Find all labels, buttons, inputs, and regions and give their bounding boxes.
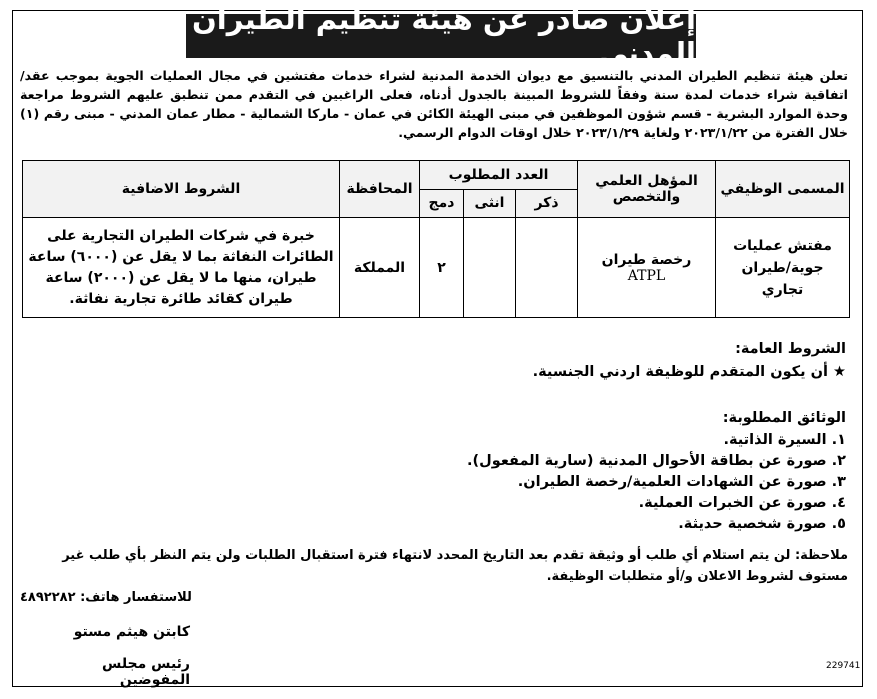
documents-heading: الوثائق المطلوبة: xyxy=(722,410,846,426)
documents-section xyxy=(20,407,846,535)
general-conditions-section xyxy=(20,338,846,384)
list-item: ٢. صورة عن بطاقة الأحوال المدنية (سارية المفعول). xyxy=(467,453,846,469)
announcement-title: إعلان صادر عن هيئة تنظيم الطيران المدني xyxy=(186,14,696,58)
qualification-name: رخصة طيران xyxy=(601,251,692,268)
cell-governorate: المملكة xyxy=(340,218,420,318)
inquiry-phone: للاستفسار هاتف: ٤٨٩٢٢٨٢ xyxy=(20,590,192,605)
list-item: ١. السيرة الذاتية. xyxy=(723,432,846,448)
note-paragraph: ملاحظة: لن يتم استلام أي طلب أو وثيقة تقدم بعد التاريخ المحدد لانتهاء فترة استقبال الطلبات ولن يتم النظر بأي طلب غير مستوف لشروط الاعلان و/أو متطلبات الوظيفة. xyxy=(62,548,848,584)
list-item: ٥. صورة شخصية حديثة. xyxy=(678,516,846,532)
signer-position: رئيس مجلس المفوضين xyxy=(102,656,190,688)
list-item: ★ أن يكون المتقدم للوظيفة اردني الجنسية. xyxy=(532,364,846,380)
cell-female xyxy=(464,218,516,318)
header-male: ذكر xyxy=(516,189,578,218)
list-item: ٣. صورة عن الشهادات العلمية/رخصة الطيران. xyxy=(517,474,846,490)
header-female: انثى xyxy=(464,189,516,218)
cell-qualification xyxy=(578,218,716,318)
cell-male xyxy=(516,218,578,318)
header-count: العدد المطلوب xyxy=(420,161,578,190)
cell-mixed: ٢ xyxy=(420,218,464,318)
header-job-title: المسمى الوظيفي xyxy=(716,161,850,218)
reference-number: 229741 xyxy=(826,661,861,671)
jobs-table xyxy=(22,160,850,318)
signer-name: كابتن هيثم مستو xyxy=(73,624,190,640)
header-mixed: دمج xyxy=(420,189,464,218)
cell-job-title: مفتش عمليات جوية/طيران تجاري xyxy=(716,218,850,318)
qualification-code: ATPL xyxy=(627,267,666,284)
general-conditions-heading: الشروط العامة: xyxy=(735,341,846,357)
table-header-row xyxy=(23,161,850,190)
header-governorate: المحافظة xyxy=(340,161,420,218)
intro-paragraph: تعلن هيئة تنظيم الطيران المدني بالتنسيق مع ديوان الخدمة المدنية لشراء خدمات مفتشين في مجال العمليات الجوية بموجب عقد/اتفاقية شراء خدمات لمدة سنة وفقاً للشروط المبينة بالجدول أدناه، فعلى الراغبين في التقدم ممن تنطبق عليهم الشروط مراجعة وحدة الموارد البشرية - قسم شؤون الموظفين في مبنى الهيئة الكائن في عمان - ماركا الشمالية - مطار عمان المدني - مبنى رقم (١) خلال الفترة من ٢٠٢٣/١/٢٢ ولغاية ٢٠٢٣/١/٢٩ خلال اوقات الدوام الرسمي. xyxy=(20,68,848,140)
header-qualification: المؤهل العلمي والتخصص xyxy=(578,161,716,218)
list-item: ٤. صورة عن الخبرات العملية. xyxy=(638,495,846,511)
cell-extra-conditions: خبرة في شركات الطيران التجارية على الطائرات النفاثة بما لا يقل عن (٦٠٠٠) ساعة طيران، منها ما لا يقل عن (٢٠٠٠) ساعة طيران كقائد طائرة تجارية نفاثة. xyxy=(23,218,340,318)
header-extra-conditions: الشروط الاضافية xyxy=(23,161,340,218)
table-row xyxy=(23,218,850,318)
